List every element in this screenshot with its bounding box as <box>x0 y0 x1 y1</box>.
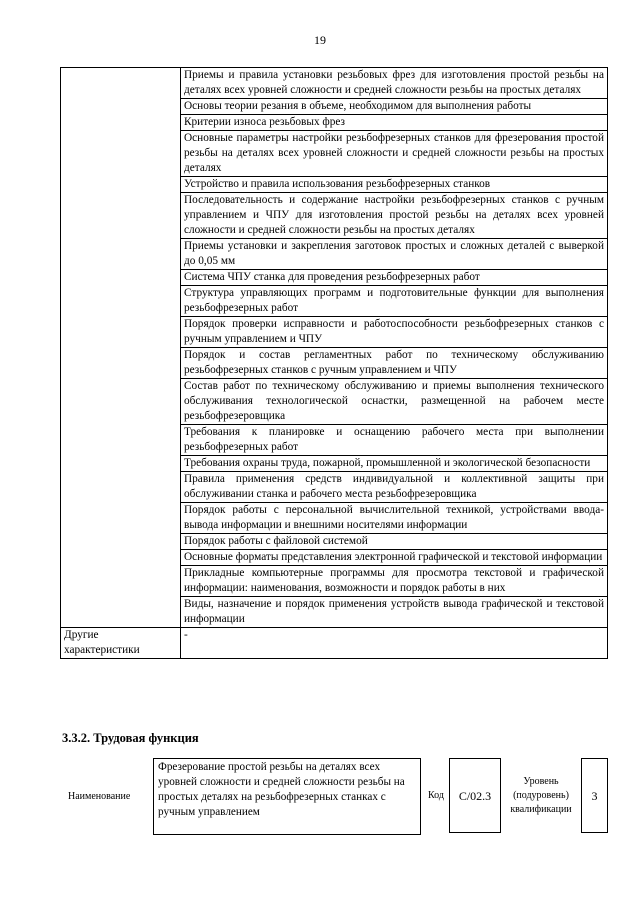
knowledge-item: Последовательность и содержание настройки резьбофрезерных станков с ручным управлением и ЧПУ для изготовления простой резьбы на деталях всех уровней сложности и средней сложности резьбы на простых деталях <box>181 193 608 239</box>
other-characteristics-row <box>61 628 608 659</box>
code-value: C/02.3 <box>458 789 492 803</box>
knowledge-item: Устройство и правила использования резьбофрезерных станков <box>181 177 608 193</box>
knowledge-item: Приемы и правила установки резьбовых фрез для изготовления простой резьбы на деталях всех уровней сложности и средней сложности резьбы на простых деталях <box>181 68 608 99</box>
level-value: 3 <box>591 789 598 803</box>
knowledge-item: Правила применения средств индивидуальной и коллективной защиты при обслуживании станка и рабочего места резьбофрезеровщика <box>181 472 608 503</box>
knowledge-item: Состав работ по техническому обслуживанию и приемы выполнения технического обслуживания технологической оснастки, размещенной на рабочем месте резьбофрезеровщика <box>181 379 608 425</box>
knowledge-item: Приемы установки и закрепления заготовок простых и сложных деталей с выверкой до 0,05 мм <box>181 239 608 270</box>
name-value-box <box>153 758 421 835</box>
code-value-box <box>449 758 501 833</box>
page-number: 19 <box>314 33 326 47</box>
knowledge-item: Требования к планировке и оснащению рабочего места при выполнении резьбофрезерных работ <box>181 425 608 456</box>
knowledge-item: Требования охраны труда, пожарной, промышленной и экологической безопасности <box>181 456 608 472</box>
knowledge-label-cell <box>61 68 181 628</box>
knowledge-item: Порядок работы с файловой системой <box>181 534 608 550</box>
name-label: Наименование <box>68 791 131 802</box>
knowledge-item: Критерии износа резьбовых фрез <box>181 115 608 131</box>
knowledge-item: Порядок проверки исправности и работоспособности резьбофрезерных станков с ручным управлением и ЧПУ <box>181 317 608 348</box>
knowledge-table <box>60 67 608 659</box>
other-characteristics-label: Другие характеристики <box>61 628 181 659</box>
section-title: 3.3.2. Трудовая функция <box>62 731 199 745</box>
knowledge-item: Основные параметры настройки резьбофрезерных станков для фрезерования простой резьбы на деталях всех уровней сложности и средней сложности резьбы на простых деталях <box>181 131 608 177</box>
knowledge-item: Основные форматы представления электронной графической и текстовой информации <box>181 550 608 566</box>
level-label: Уровень (подуровень) квалификации <box>510 776 572 815</box>
knowledge-item: Порядок работы с персональной вычислительной техникой, устройствами ввода-вывода информации и внешними носителями информации <box>181 503 608 534</box>
knowledge-item: Порядок и состав регламентных работ по техническому обслуживанию резьбофрезерных станков с ручным управлением и ЧПУ <box>181 348 608 379</box>
knowledge-item: Прикладные компьютерные программы для просмотра текстовой и графической информации: наименования, возможности и порядок работы в них <box>181 566 608 597</box>
knowledge-item: Система ЧПУ станка для проведения резьбофрезерных работ <box>181 270 608 286</box>
code-label: Код <box>428 790 444 801</box>
knowledge-item: Структура управляющих программ и подготовительные функции для выполнения резьбофрезерных работ <box>181 286 608 317</box>
knowledge-item: Виды, назначение и порядок применения устройств вывода графической и текстовой информации <box>181 597 608 628</box>
other-characteristics-value: - <box>181 628 608 659</box>
level-value-box <box>581 758 608 833</box>
name-value: Фрезерование простой резьбы на деталях всех уровней сложности и средней сложности резьбы на простых деталях на резьбофрезерных станках с ручным управлением <box>158 761 405 818</box>
knowledge-row <box>61 68 608 99</box>
knowledge-item: Основы теории резания в объеме, необходимом для выполнения работы <box>181 99 608 115</box>
